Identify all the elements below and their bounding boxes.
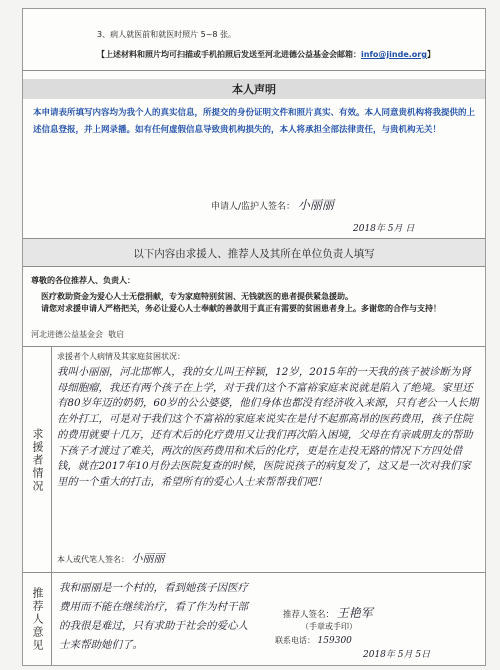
notice-greeting: 尊敬的各位推荐人、负责人： bbox=[31, 276, 135, 285]
application-form bbox=[22, 8, 486, 666]
situation-section bbox=[23, 347, 485, 573]
recommender-phone: 联系电话： 159300 bbox=[275, 636, 352, 646]
statement-section bbox=[23, 71, 485, 239]
upload-note: 【上述材料和照片均可扫描或手机拍照后发送至河北进德公益基金会邮箱：info@jinde.org】 bbox=[97, 50, 435, 59]
recommender-signature: 推荐人签名： 王艳军 bbox=[283, 606, 373, 620]
recommend-section bbox=[23, 573, 485, 665]
recommend-text: 我和丽丽是一个村的，看到她孩子因医疗费用而不能在继续治疗，看了作为村干部的我很是难过，只有求助于社会的爱心人士来帮助她们了。 bbox=[59, 582, 248, 651]
recommender-header-row bbox=[23, 239, 485, 267]
situation-label: 求援者情况 bbox=[31, 427, 44, 493]
recommend-date: 2018年 5月 5日 bbox=[363, 650, 431, 660]
applicant-signature: 申请人/监护人签名： 小丽丽 bbox=[211, 198, 334, 212]
recommender-header: 以下内容由求援人、推荐人及其所在单位负责人填写 bbox=[133, 248, 375, 260]
notice-section bbox=[23, 267, 485, 347]
situation-text: 我叫小丽丽，河北邯郸人，我的女儿叫王梓颖，12岁，2015年的一天我的孩子被诊断为肾母细胞瘤，我还有两个孩子在上学，对于我们这个不富裕家庭来说就是陷入了绝境。家里还有80岁年迈的奶奶，60岁的公公婆婆，他们身体也都没有经济收入来源，只有老公一人长期在外打工，可是对于我们这个不富裕的家庭来说实在是付不起那高昂的医药费用，孩子住院的费用就要十几万，还有术后的化疗费用又让我们再次陷入困境，父母在有亲戚朋友的帮助下孩子才渡过了难关，两次的医药费用和术后的化疗，更是在走投无路的情况下方四处借钱，就在2017年10月份去医院复查的时候，医院说孩子的病复发了，这又是一次对我们家里的一个重大的打击，希望所有的爱心人士来帮帮我们吧！ bbox=[57, 366, 479, 488]
notice-line-2: 请您对求援申请人严格把关，务必让爱心人士奉献的善款用于真正有需要的贫困患者身上。多谢您的合作与支持！ bbox=[41, 304, 441, 313]
email-link[interactable]: info@jinde.org bbox=[361, 50, 427, 59]
situation-signature-name: 小丽丽 bbox=[131, 552, 165, 565]
notice-line-1: 医疗救助资金为爱心人士无偿捐献，专为家庭特别贫困、无钱就医的患者提供紧急援助。 bbox=[41, 292, 353, 301]
recommend-label: 推荐人意见 bbox=[31, 586, 44, 652]
recommend-label-cell bbox=[23, 573, 52, 665]
notice-signoff: 河北进德公益基金会 敬启 bbox=[31, 330, 125, 339]
recommender-sign-note: （手章或手印） bbox=[301, 622, 357, 631]
statement-title: 本人声明 bbox=[23, 79, 485, 99]
recommender-phone-value: 159300 bbox=[317, 636, 352, 646]
situation-signature: 本人或代笔人签名： 小丽丽 bbox=[57, 552, 165, 565]
material-item-3: 3、病人就医前和就医时照片 5~8 张。 bbox=[97, 30, 237, 39]
recommender-signature-name: 王艳军 bbox=[336, 606, 373, 620]
situation-label-cell bbox=[23, 347, 52, 573]
statement-date: 2018年 5月 日 bbox=[353, 224, 415, 234]
statement-body: 本申请表所填写内容均为我个人的真实信息，所提交的身份证明文件和照片真实、有效。本人同意贵机构将我提供的上述信息登报，并上网录播。如有任何虚假信息导致贵机构损失的，本人将承担全部法律责任，与贵机构无关！ bbox=[33, 108, 476, 135]
materials-row bbox=[23, 9, 485, 71]
situation-prompt: 求援者个人病情及其家庭贫困状况： bbox=[57, 352, 185, 361]
applicant-signature-name: 小丽丽 bbox=[297, 198, 334, 212]
